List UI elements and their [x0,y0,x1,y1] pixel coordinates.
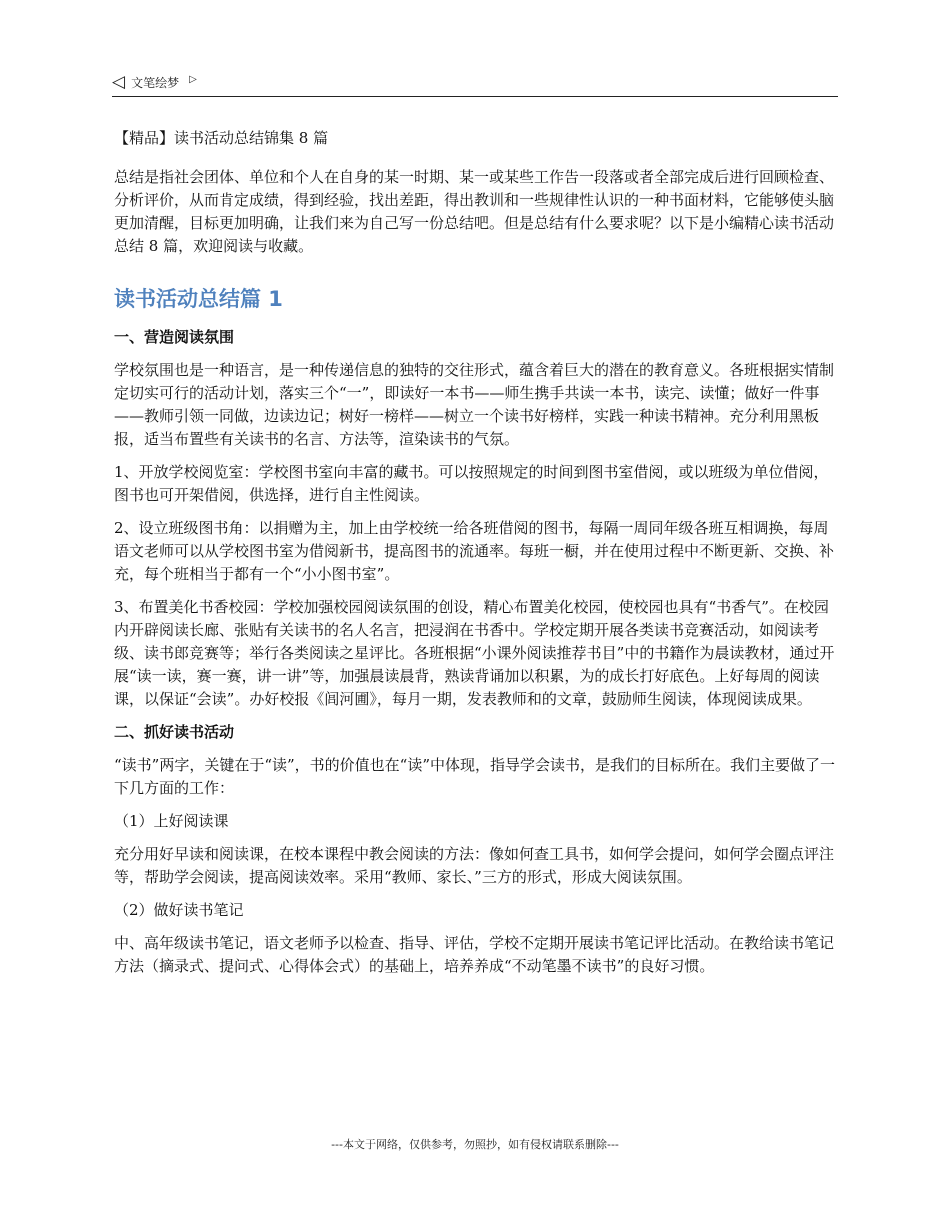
page-header [112,70,838,97]
subheading-reading-activities: 二、抓好读书活动 [114,723,235,741]
paragraph-reading-room: 1、开放学校阅览室：学校图书室向丰富的藏书。可以按照规定的时间到图书室借阅，或以班级为单位借阅，图书也可开架借阅，供选择，进行自主性阅读。 [114,463,829,504]
intro-paragraph: 总结是指社会团体、单位和个人在自身的某一时期、某一或某些工作告一段落或者全部完成后进行回顾检查、分析评价，从而肯定成绩，得到经验，找出差距，得出教训和一些规律性认识的一种书面材料，它能够使头脑更加清醒，目标更加明确，让我们来为自己写一份总结吧。但是总结有什么要求呢？以下是小编精心读书活动总结 8 篇，欢迎阅读与收藏。 [114,168,835,255]
document-body [114,128,840,988]
document-title: 【精品】读书活动总结锦集 8 篇 [114,129,329,147]
triangle-left-icon: ◁ [112,72,126,92]
item-reading-class: （1）上好阅读课 [114,812,229,830]
paragraph-reading-focus: “读书”两字，关键在于“读”，书的价值也在“读”中体现，指导学会读书，是我们的目标所在。我们主要做了一下几方面的工作： [114,756,836,797]
paragraph-book-campus: 3、布置美化书香校园：学校加强校园阅读氛围的创设，精心布置美化校园，使校园也具有“书香气”。在校园内开辟阅读长廊、张贴有关读书的名人名言，把浸润在书香中。学校定期开展各类读书竞赛活动，如阅读考级、读书郎竞赛等；举行各类阅读之星评比。各班根据“小课外阅读推荐书目”中的书籍作为晨读教材，通过开展“读一读，赛一赛，讲一讲”等，加强晨读晨背，熟读背诵加以积累，为的成长打好底色。上好每周的阅读课，以保证“会读”。办好校报《闾河圃》，每月一期，发表教师和的文章，鼓励师生阅读，体现阅读成果。 [114,598,835,708]
header-brand: 文笔绘梦 [131,75,180,90]
subheading-atmosphere: 一、营造阅读氛围 [114,328,235,346]
paragraph-reading-notes: 中、高年级读书笔记，语文老师予以检查、指导、评估，学校不定期开展读书笔记评比活动。在教给读书笔记方法（摘录式、提问式、心得体会式）的基础上，培养养成“不动笔墨不读书”的良好习惯。 [114,934,835,975]
item-reading-notes: （2）做好读书笔记 [114,901,244,919]
triangle-right-icon: ▷ [189,73,197,85]
page-footer-disclaimer: ---本文于网络，仅供参考，勿照抄，如有侵权请联系删除--- [331,1138,619,1151]
section-title: 读书活动总结篇 1 [114,287,283,311]
paragraph-class-book-corner: 2、设立班级图书角：以捐赠为主，加上由学校统一给各班借阅的图书，每隔一周同年级各班互相调换，每周语文老师可以从学校图书室为借阅新书，提高图书的流通率。每班一橱，并在使用过程中不断更新、交换、补充，每个班相当于都有一个“小小图书室”。 [114,519,835,583]
paragraph-school-atmosphere: 学校氛围也是一种语言，是一种传递信息的独特的交往形式，蕴含着巨大的潜在的教育意义。各班根据实情制定切实可行的活动计划，落实三个“一”，即读好一本书——师生携手共读一本书，读完、读懂；做好一件事——教师引领一同做，边读边记；树好一榜样——树立一个读书好榜样，实践一种读书精神。充分利用黑板报，适当布置些有关读书的名言、方法等，渲染读书的气氛。 [114,361,835,448]
paragraph-reading-class: 充分用好早读和阅读课，在校本课程中教会阅读的方法：像如何查工具书，如何学会提问，如何学会圈点评注等，帮助学会阅读，提高阅读效率。采用“教师、家长、”三方的形式，形成大阅读氛围。 [114,845,835,886]
header-brand-group [112,72,197,92]
